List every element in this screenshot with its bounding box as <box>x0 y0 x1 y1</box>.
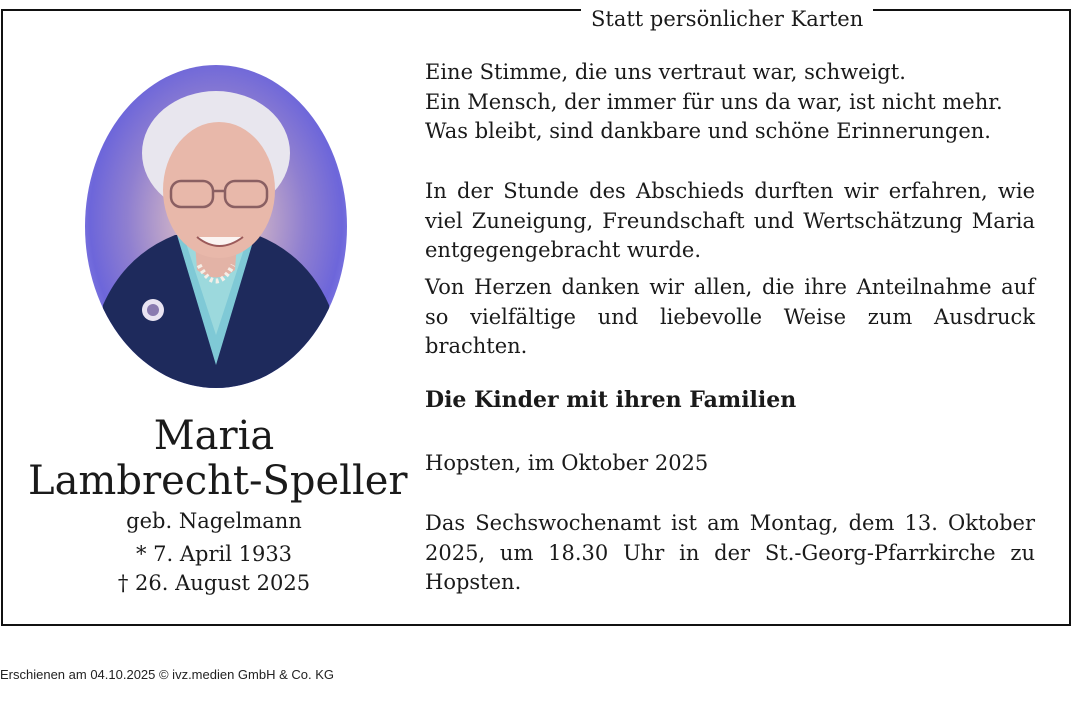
death-date: † 26. August 2025 <box>117 571 311 595</box>
poem-line: Was bleibt, sind dankbare und schöne Erinnerungen. <box>425 119 991 143</box>
deceased-first-name: Maria <box>153 413 275 459</box>
birth-date: * 7. April 1933 <box>135 542 293 566</box>
signature: Die Kinder mit ihren Familien <box>425 387 797 413</box>
poem-line: Eine Stimme, die uns vertraut war, schweigt. <box>425 60 906 84</box>
farewell-paragraph: In der Stunde des Abschieds durften wir erfahren, wie viel Zuneigung, Freundschaft und Wertschätzung Maria entgegengebracht wurde. <box>425 179 1035 262</box>
poem <box>425 58 1035 147</box>
notice-header: Statt persönlicher Karten <box>581 8 873 30</box>
place-date: Hopsten, im Oktober 2025 <box>425 451 709 475</box>
publication-footer: Erschienen am 04.10.2025 © ivz.medien GmbH & Co. KG <box>0 667 335 682</box>
portrait-illustration <box>85 65 347 388</box>
poem-line: Ein Mensch, der immer für uns da war, ist nicht mehr. <box>425 89 1003 114</box>
maiden-name: geb. Nagelmann <box>126 509 302 533</box>
mass-notice: Das Sechswochenamt ist am Montag, dem 13. Oktober 2025, um 18.30 Uhr in der St.-Georg-Pfarrkirche zu Hopsten. <box>425 511 1035 594</box>
deceased-last-name: Lambrecht-Speller <box>28 458 408 504</box>
thanks-paragraph: Von Herzen danken wir allen, die ihre Anteilnahme auf so vielfältige und liebevolle Weise zum Ausdruck brachten. <box>425 275 1035 358</box>
portrait-photo <box>85 65 347 388</box>
